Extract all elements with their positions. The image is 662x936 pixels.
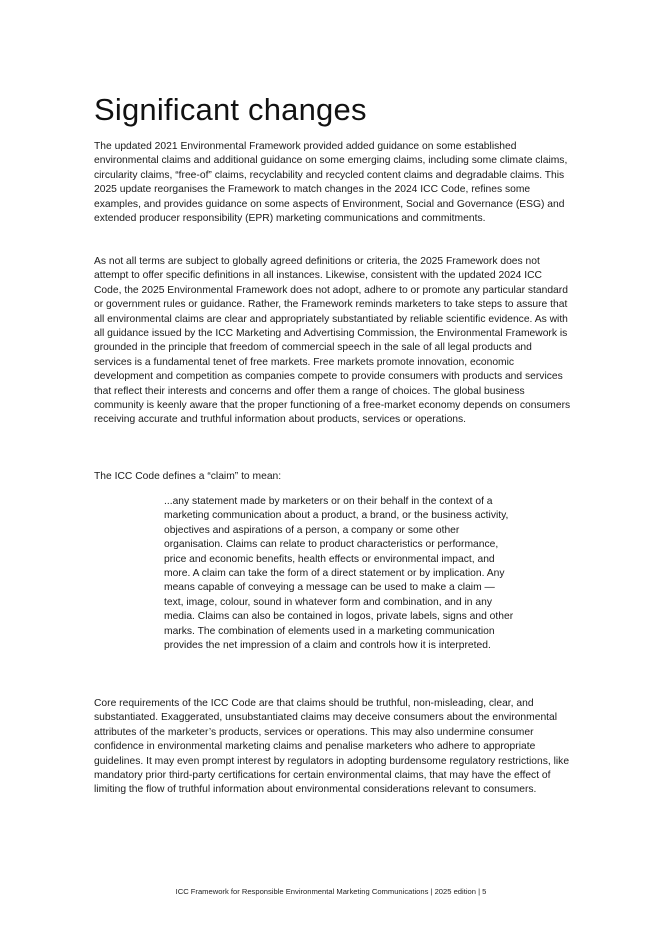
page-footer: ICC Framework for Responsible Environmental Marketing Communications | 2025 edition | 5	[175, 887, 487, 896]
page-title: Significant changes	[94, 92, 367, 127]
paragraph-definitions: As not all terms are subject to globally agreed definitions or criteria, the 2025 Framework does not attempt to offer specific definitions in all instances. Likewise, consistent with the updated 2024 ICC Code, the 2025 Environmental Framework does not adopt, adhere to or promote any particular standard or government rules or guidance. Rather, the Framework reminds marketers to take steps to assure that all environmental claims are clear and appropriately substantiated by reliable scientific evidence. As with all guidance issued by the ICC Marketing and Advertising Commission, the Environmental Framework is grounded in the principle that freedom of commercial speech in the sale of all legal products and services is a fundamental tenet of free markets. Free markets promote innovation, economic development and competition as companies compete to provide consumers with products and services that reflect their interests and concerns and offer them a range of choices. The global business community is keenly aware that the proper functioning of a free-market economy depends on consumers receiving accurate and truthful information about products, services or operations.	[94, 256, 571, 426]
paragraph-claim-intro: The ICC Code defines a “claim” to mean:	[94, 471, 282, 482]
claim-definition-quote: ...any statement made by marketers or on their behalf in the context of a marketing communication about a product, a brand, or the business activity, objectives and aspirations of a person, a company or some other organisation. Claims can relate to product characteristics or performance, price and economic benefits, health effects or environmental impact, and more. A claim can take the form of a direct statement or by implication. Any means capable of conveying a message can be used to make a claim — text, image, colour, sound in whatever form and combination, and in any media. Claims can also be contained in logos, private labels, signs and other marks. The combination of elements used in a marketing communication provides the net impression of a claim and controls how it is interpreted.	[164, 496, 514, 652]
paragraph-framework-update: The updated 2021 Environmental Framework provided added guidance on some established environmental claims and additional guidance on some emerging claims, including some climate claims, circularity claims, “free-of” claims, recyclability and recycled content claims and degradable claims. This 2025 update reorganises the Framework to match changes in the 2024 ICC Code, refines some examples, and provides guidance on some aspects of Environment, Social and Governance (ESG) and extended producer responsibility (EPR) marketing communications and commitments.	[94, 141, 568, 225]
paragraph-core-requirements: Core requirements of the ICC Code are that claims should be truthful, non-misleading, clear, and substantiated. Exaggerated, unsubstantiated claims may deceive consumers about the environmental attributes of the marketer’s products, services or operations. This may also undermine consumer confidence in environmental marketing claims and penalise marketers who adhere to appropriate guidelines. It may even prompt interest by regulators in adopting burdensome regulatory restrictions, like mandatory prior third-party certifications for certain environmental claims, that may have the effect of limiting the flow of truthful information about environmental considerations relevant to consumers.	[94, 698, 570, 796]
